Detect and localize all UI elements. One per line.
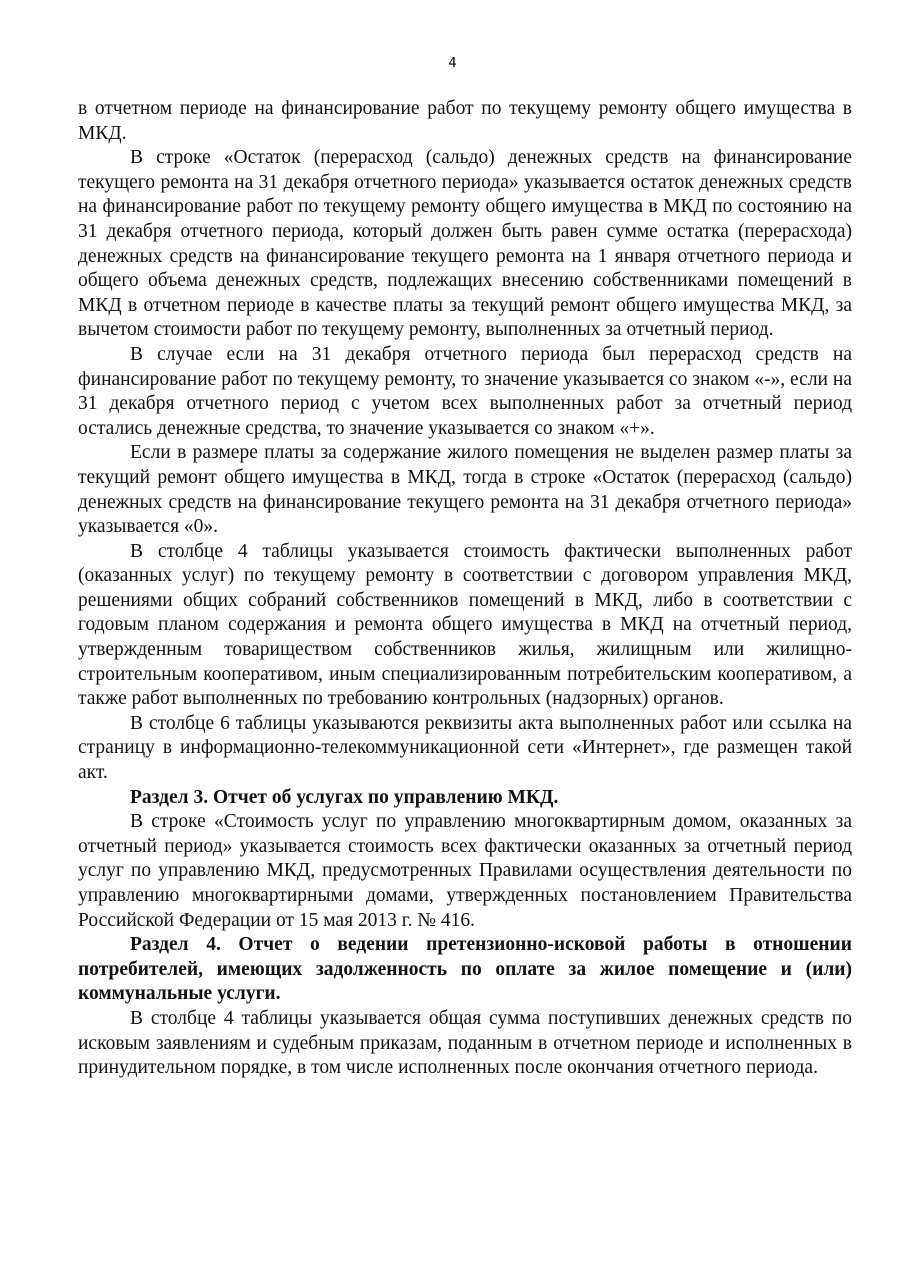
paragraph: в отчетном периоде на финансирование работ по текущему ремонту общего имущества в МКД. bbox=[78, 98, 852, 144]
paragraph: Если в размере платы за содержание жилого помещения не выделен размер платы за текущий ремонт общего имущества в МКД, тогда в строке «Остаток (перерасход (сальдо) денежных средств на финансирование текущего ремонта на 31 декабря отчетного периода» указывается «0». bbox=[78, 442, 852, 538]
paragraph: В случае если на 31 декабря отчетного периода был перерасход средств на финансирование работ по текущему ремонту, то значение указывается со знаком «-», если на 31 декабря отчетного период с учетом всех выполненных работ за отчетный период остались денежные средства, то значение указывается со знаком «+». bbox=[78, 343, 852, 439]
page-number: 4 bbox=[448, 56, 457, 71]
section-heading: Раздел 4. Отчет о ведении претензионно-исковой работы в отношении потребителей, имеющих задолженность по оплате за жилое помещение и (или) коммунальные услуги. bbox=[78, 934, 852, 1005]
paragraph: В строке «Остаток (перерасход (сальдо) денежных средств на финансирование текущего ремонта на 31 декабря отчетного периода» указывается остаток денежных средств на финансирование работ по текущему ремонту общего имущества в МКД по состоянию на 31 декабря отчетного периода, который должен быть равен сумме остатка (перерасхода) денежных средств на финансирование текущего ремонта на 1 января отчетного периода и общего объема денежных средств, подлежащих внесению собственниками помещений в МКД в отчетном периоде в качестве платы за текущий ремонт общего имущества МКД, за вычетом стоимости работ по текущему ремонту, выполненных за отчетный период. bbox=[78, 147, 852, 341]
section-heading: Раздел 3. Отчет об услугах по управлению МКД. bbox=[130, 786, 559, 808]
paragraph: В столбце 4 таблицы указывается общая сумма поступивших денежных средств по исковым заявлениям и судебным приказам, поданным в отчетном периоде и исполненных в принудительном порядке, в том числе исполненных после окончания отчетного периода. bbox=[78, 1007, 852, 1079]
paragraph: В столбце 6 таблицы указываются реквизиты акта выполненных работ или ссылка на страницу в информационно-телекоммуникационной сети «Интернет», где размещен такой акт. bbox=[78, 712, 852, 784]
paragraph: В строке «Стоимость услуг по управлению многоквартирным домом, оказанных за отчетный период» указывается стоимость всех фактически оказанных за отчетный период услуг по управлению МКД, предусмотренных Правилами осуществления деятельности по управлению многоквартирными домами, утвержденных постановлением Правительства Российской Федерации от 15 мая 2013 г. № 416. bbox=[78, 811, 852, 931]
document-body bbox=[78, 97, 852, 1081]
paragraph: В столбце 4 таблицы указывается стоимость фактически выполненных работ (оказанных услуг) по текущему ремонту в соответствии с договором управления МКД, решениями общих собраний собственников помещений в МКД, либо в соответствии с годовым планом содержания и ремонта общего имущества в МКД на отчетный период, утвержденным товариществом собственников жилья, жилищным или жилищно-строительным кооперативом, иным специализированным потребительским кооперативом, а также работ выполненных по требованию контрольных (надзорных) органов. bbox=[78, 540, 852, 710]
